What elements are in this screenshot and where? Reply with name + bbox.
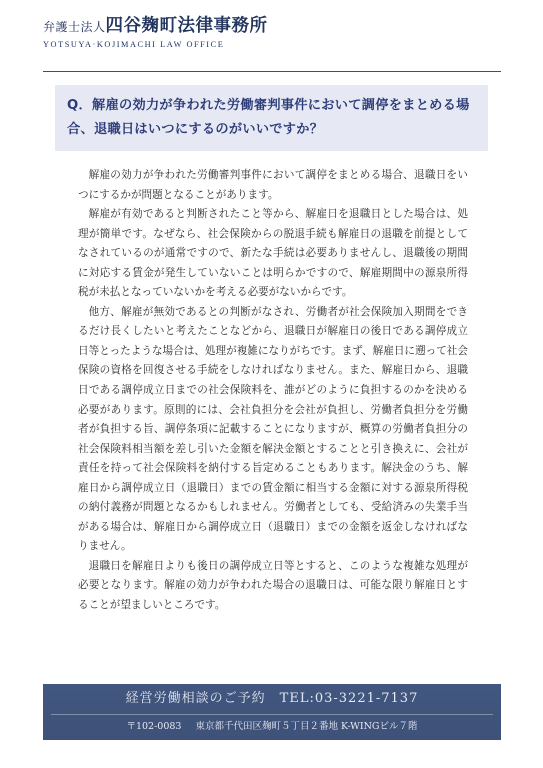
phone-number[interactable]: TEL:03-3221-7137 xyxy=(279,691,419,706)
header-divider xyxy=(43,71,501,72)
firm-name-line xyxy=(43,18,501,36)
contact-banner xyxy=(43,684,501,740)
postal-code: 〒102-0083 xyxy=(126,721,182,732)
firm-name: 四谷麹町法律事務所 xyxy=(105,16,268,36)
firm-name-english: YOTSUYA·KOJIMACHI LAW OFFICE xyxy=(43,39,225,49)
address-line xyxy=(43,717,501,737)
paragraph: 解雇の効力が争われた労働審判事件において調停をまとめる場合、退職日をいつにするかが問題となることがあります。 xyxy=(78,169,468,201)
letterhead xyxy=(43,18,501,49)
banner-divider xyxy=(51,714,493,715)
paragraph: 退職日を解雇日よりも後日の調停成立日等とすると、このような複雑な処理が必要となります。解雇の効力が争われた場合の退職日は、可能な限り解雇日とすることが望ましいところです。 xyxy=(78,559,468,612)
consultation-label: 経営労働相談のご予約 xyxy=(125,691,266,706)
answer-body xyxy=(78,166,468,616)
paragraph: 他方、解雇が無効であるとの判断がなされ、労働者が社会保険加入期間をできるだけ長くしたいと考えたことなどから、退職日が解雇日の後日である調停成立日等とったような場合は、処理が複雑になりがちです。まず、解雇日に遡って社会保険の資格を回復させる手続をしなければなりません。また、解雇日から、退職日である調停成立日までの社会保険料を、誰がどのように負担するのかを決める必要があります。原則的には、会社負担分を会社が負担し、労働者負担分を労働者が負担する旨、調停条項に記載することになりますが、概算の労働者負担分の社会保険料相当額を差し引いた金額を解決金額とすることと引き換えに、会社が責任を持って社会保険料を納付する旨定めることもあります。解決金のうち、解雇日から調停成立日（退職日）までの賃金額に相当する金額に対する源泉所得税の納付義務が問題となるかもしれません。労働者としても、受給済みの失業手当がある場合は、解雇日から調停成立日（退職日）までの金額を返金しなければなりません。 xyxy=(78,305,468,553)
consultation-line xyxy=(43,684,501,713)
paragraph: 解雇が有効であると判断されたこと等から、解雇日を退職日とした場合は、処理が簡単です。なぜなら、社会保険からの脱退手続も解雇日の退職を前提としてなされているのが通常ですので、新たな手続は必要ありませんし、退職後の期間に対応する賃金が発生していないことは明らかですので、解雇期間中の源泉所得税が未払となっていないかを考える必要がないからです。 xyxy=(78,208,468,299)
firm-prefix: 弁護士法人 xyxy=(43,20,106,34)
office-address: 東京都千代田区麹町５丁目２番地 K-WINGビル７階 xyxy=(195,721,418,732)
question-box xyxy=(55,85,488,151)
question-title: Q．解雇の効力が争われた労働審判事件において調停をまとめる場合、退職日はいつにするのがいいですか？ xyxy=(67,98,470,137)
